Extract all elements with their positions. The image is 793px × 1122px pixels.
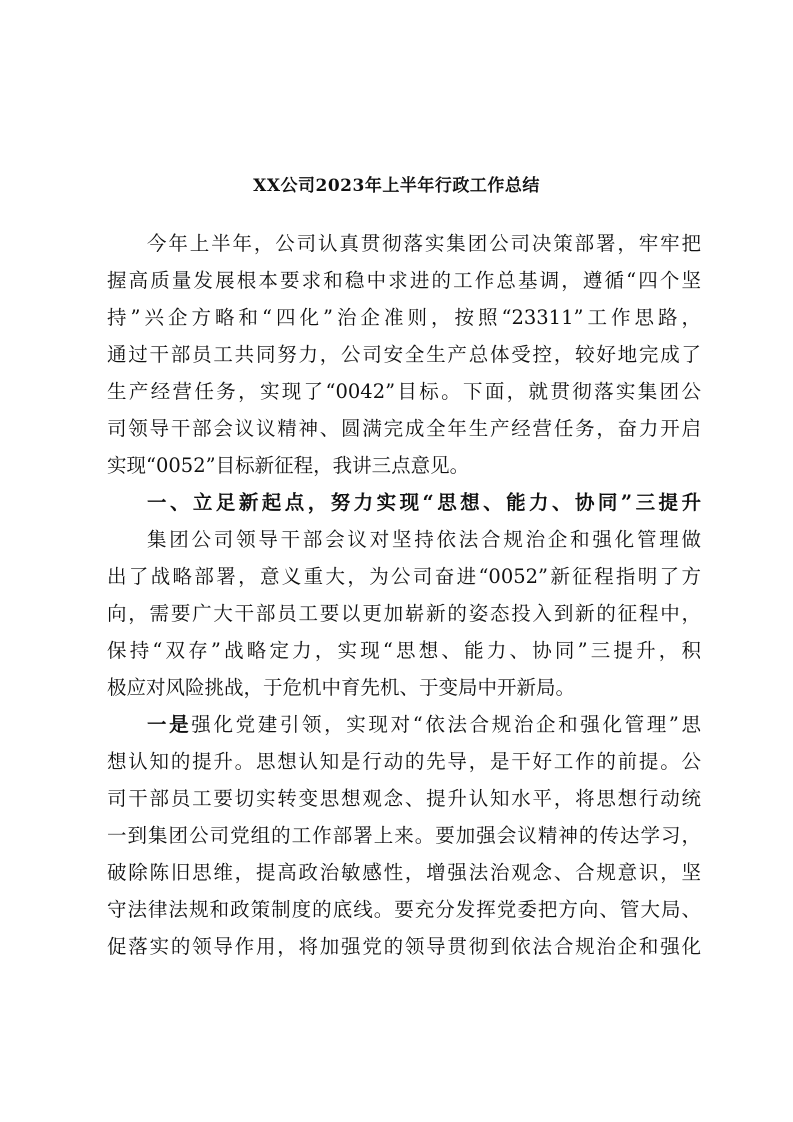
text-line: 集团公司领导干部会议对坚持依法合规治企和强化管理做: [147, 528, 701, 551]
text-line: 出了战略部署，意义重大，为公司奋进“0052”新征程指明了方: [107, 565, 701, 588]
text-span: 强化党建引领，实现对“依法合规治企和强化管理”思: [191, 713, 701, 736]
section-heading-1: 一、立足新起点，努力实现“思想、能力、协同”三提升: [147, 491, 701, 514]
text-line: 今年上半年，公司认真贯彻落实集团公司决策部署，牢牢把: [147, 232, 701, 255]
text-line: 司领导干部会议议精神、圆满完成全年生产经营任务，奋力开启: [107, 417, 701, 440]
text-line: 实现“0052”目标新征程，我讲三点意见。: [107, 454, 470, 477]
text-line: 通过干部员工共同努力，公司安全生产总体受控，较好地完成了: [107, 343, 701, 366]
text-line: 持”兴企方略和“四化”治企准则，按照“23311”工作思路，: [107, 306, 701, 329]
text-line: 守法律法规和政策制度的底线。要充分发挥党委把方向、管大局、: [107, 898, 701, 921]
document-title: XX公司2023年上半年行政工作总结: [253, 176, 540, 196]
point-lead: 一是: [147, 713, 192, 736]
paragraph-section1: [107, 521, 701, 706]
text-line: 一到集团公司党组的工作部署上来。要加强会议精神的传达学习，: [107, 824, 701, 847]
document-body: [107, 225, 701, 965]
text-line: 促落实的领导作用，将加强党的领导贯彻到依法合规治企和强化: [107, 935, 701, 958]
text-line: 握高质量发展根本要求和稳中求进的工作总基调，遵循“四个坚: [107, 269, 701, 292]
text-line: 生产经营任务，实现了“0042”目标。下面，就贯彻落实集团公: [107, 380, 701, 403]
text-line: 保持“双存”战略定力，实现“思想、能力、协同”三提升，积: [107, 639, 701, 662]
text-line: 极应对风险挑战，于危机中育先机、于变局中开新局。: [107, 676, 576, 699]
paragraph-intro: [107, 225, 701, 484]
paragraph-point-one: [107, 706, 701, 965]
text-line: 司干部员工要切实转变思想观念、提升认知水平，将思想行动统: [107, 787, 701, 810]
text-line: 向，需要广大干部员工要以更加崭新的姿态投入到新的征程中，: [107, 602, 701, 625]
text-line: 破除陈旧思维，提高政治敏感性，增强法治观念、合规意识，坚: [107, 861, 701, 884]
text-line: 想认知的提升。思想认知是行动的先导，是干好工作的前提。公: [107, 750, 701, 773]
text-line: [107, 706, 701, 743]
